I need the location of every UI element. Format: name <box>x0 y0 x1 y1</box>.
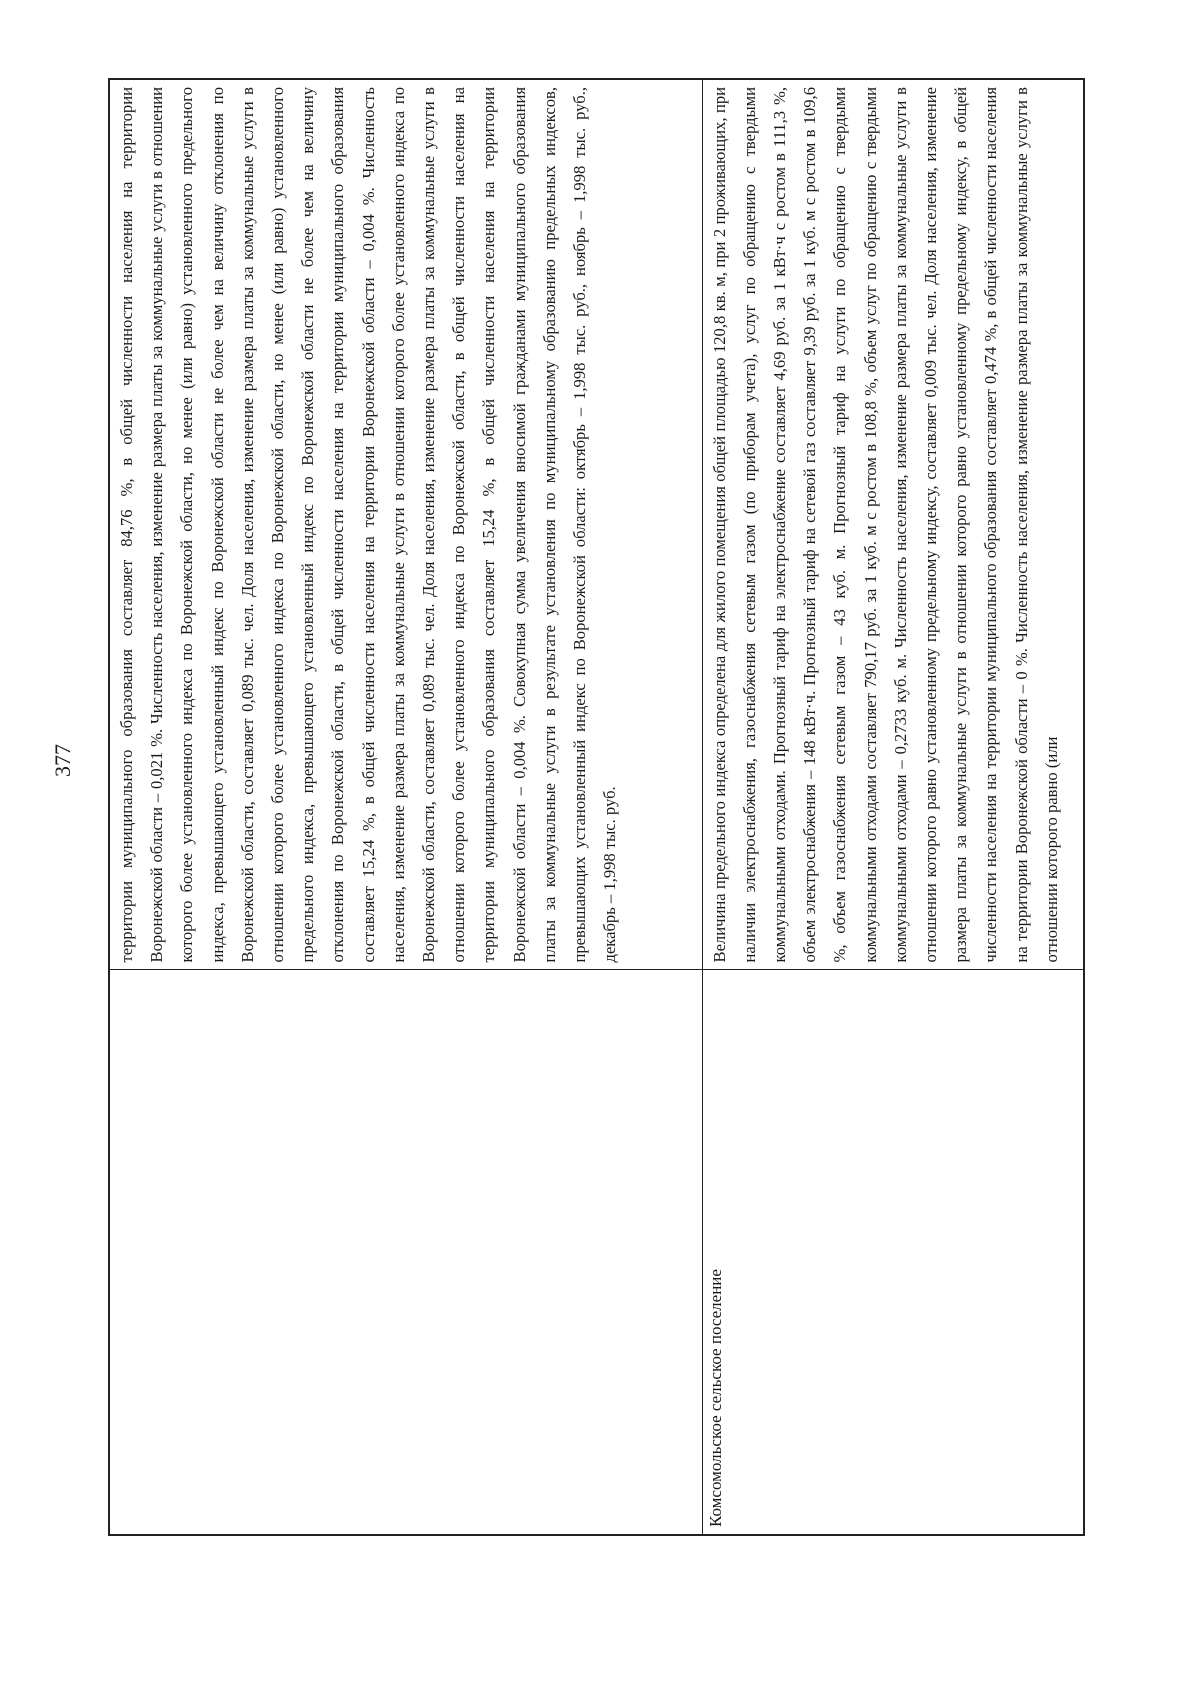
table-row <box>109 79 702 1535</box>
document-table <box>108 78 1085 1536</box>
table-row <box>702 79 1084 1535</box>
municipality-name-cell: Комсомольское сельское поселение <box>702 970 1084 1535</box>
description-cell: территории муниципального образования составляет 84,76 %, в общей численности населения на территории Воронежской области – 0,021 %. Численность населения, изменение размера платы за коммунальные услуги в отношении которого более установленного индекса по Воронежской области, но менее (или равно) установленного предельного индекса, превышающего установленный индекс по Воронежской области не более чем на величину отклонения по Воронежской области, составляет 0,089 тыс. чел. Доля населения, изменение размера платы за коммунальные услуги в отношении которого более установленного индекса по Воронежской области, но менее (или равно) установленного предельного индекса, превышающего установленный индекс по Воронежской области не более чем на величину отклонения по Воронежской области, в общей численности населения на территории муниципального образования составляет 15,24 %, в общей численности населения на территории Воронежской области – 0,004 %. Численность населения, изменение размера платы за коммунальные услуги в отношении которого более установленного индекса по Воронежской области, составляет 0,089 тыс. чел. Доля населения, изменение размера платы за коммунальные услуги в отношении которого более установленного индекса по Воронежской области, в общей численности населения на территории муниципального образования составляет 15,24 %, в общей численности населения на территории Воронежской области – 0,004 %. Совокупная сумма увеличения вносимой гражданами муниципального образования платы за коммунальные услуги в результате установления по муниципальному образованию предельных индексов, превышающих установленный индекс по Воронежской области: октябрь – 1,998 тыс. руб., ноябрь – 1,998 тыс. руб., декабрь – 1,998 тыс. руб. <box>109 79 702 970</box>
page-number: 377 <box>50 744 75 777</box>
document-table-container <box>108 80 1083 1536</box>
description-cell: Величина предельного индекса определена для жилого помещения общей площадью 120,8 кв. м, при 2 проживающих, при наличии электроснабжения, газоснабжения сетевым газом (по приборам учета), услуг по обращению с твердыми коммунальными отходами. Прогнозный тариф на электроснабжение составляет 4,69 руб. за 1 кВт·ч с ростом в 111,3 %, объем электроснабжения – 148 кВт·ч. Прогнозный тариф на сетевой газ составляет 9,39 руб. за 1 куб. м с ростом в 109,6 %, объем газоснабжения сетевым газом – 43 куб. м. Прогнозный тариф на услуги по обращению с твердыми коммунальными отходами составляет 790,17 руб. за 1 куб. м с ростом в 108,8 %, объем услуг по обращению с твердыми коммунальными отходами – 0,2733 куб. м. Численность населения, изменение размера платы за коммунальные услуги в отношении которого равно установленному предельному индексу, составляет 0,009 тыс. чел. Доля населения, изменение размера платы за коммунальные услуги в отношении которого равно установленному предельному индексу, в общей численности населения на территории муниципального образования составляет 0,474 %, в общей численности населения на территории Воронежской области – 0 %. Численность населения, изменение размера платы за коммунальные услуги в отношении которого равно (или <box>702 79 1084 970</box>
municipality-name-cell <box>109 970 702 1535</box>
